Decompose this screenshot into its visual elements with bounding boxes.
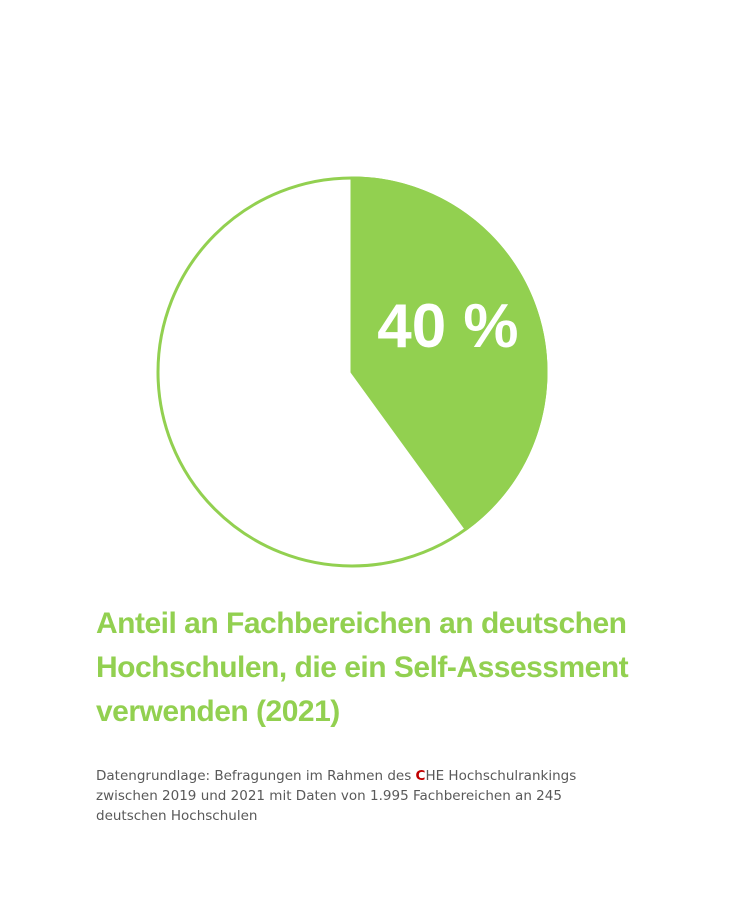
source-line-2: zwischen 2019 und 2021 mit Daten von 1.995 Fachbereichen an 245 [96, 788, 562, 804]
source-line-1 [96, 766, 696, 786]
source-line-3: deutschen Hochschulen [96, 808, 258, 824]
chart-title-line-1: Anteil an Fachbereichen an deutschen [96, 607, 627, 640]
source-line-1-end: HE Hochschulrankings [425, 768, 577, 784]
che-brand-letter: C [415, 768, 426, 784]
chart-title-line-3: verwenden (2021) [96, 695, 340, 728]
chart-title [96, 602, 716, 734]
chart-title-line-2: Hochschulen, die ein Self-Assessment [96, 651, 629, 684]
pie-data-label: 40 % [377, 292, 519, 362]
source-line-1-start: Datengrundlage: Befragungen im Rahmen des [96, 768, 416, 784]
source-note [96, 766, 696, 826]
